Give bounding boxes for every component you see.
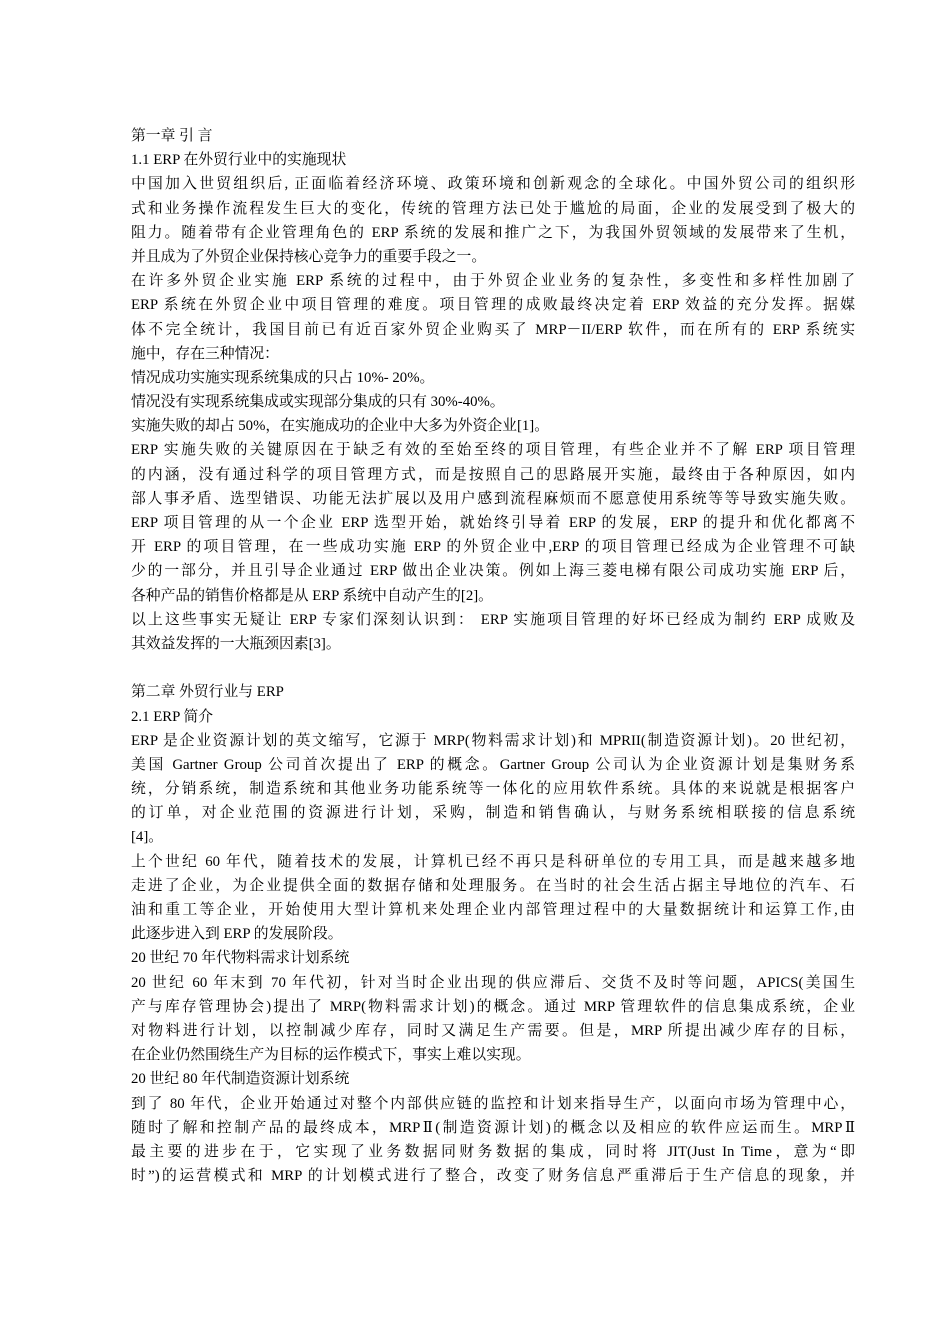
text-line: 其效益发挥的一大瓶颈因素[3]。 [131, 635, 341, 652]
text-line: 产与库存管理协会)提出了 MRP(物料需求计划)的概念。通过 MRP 管理软件的信息集成系统，企业 [131, 998, 855, 1015]
text-line: 在许多外贸企业实施 ERP 系统的过程中，由于外贸企业业务的复杂性，多变性和多样性加剧了 [131, 273, 855, 290]
text-line: 20 世纪 70 年代物料需求计划系统 [131, 950, 350, 967]
text-line: 美国 Gartner Group 公司首次提出了 ERP 的概念。Gartner Group 公司认为企业资源计划是集财务系 [131, 756, 855, 773]
text-line: 时”)的运营模式和 MRP 的计划模式进行了整合，改变了财务信息严重滞后于生产信息的现象，并 [131, 1168, 855, 1185]
text-line: 的内涵，没有通过科学的项目管理方式，而是按照自己的思路展开实施，最终由于各种原因，如内 [131, 466, 855, 483]
text-line: 中国加入世贸组织后, 正面临着经济环境、政策环境和创新观念的全球化。中国外贸公司的组织形 [131, 176, 855, 193]
text-line: 施中，存在三种情况： [131, 345, 279, 362]
text-line: 对物料进行计划，以控制减少库存，同时又满足生产需要。但是，MRP 所提出减少库存的目标， [131, 1022, 855, 1039]
text-line: 20 世纪 80 年代制造资源计划系统 [131, 1071, 350, 1088]
text-line: 并且成为了外贸企业保持核心竞争力的重要手段之一。 [131, 248, 487, 265]
text-line: 此逐步进入到 ERP 的发展阶段。 [131, 926, 343, 943]
text-line: ERP 项目管理的从一个企业 ERP 选型开始，就始终引导着 ERP 的发展，ERP 的提升和优化都离不 [131, 515, 855, 531]
text-line: 1.1 ERP 在外贸行业中的实施现状 [131, 152, 347, 169]
text-line: 阻力。随着带有企业管理角色的 ERP 系统的发展和推广之下，为我国外贸领域的发展带来了生机， [131, 224, 855, 241]
text-line: ERP 实施失败的关键原因在于缺乏有效的至始至终的项目管理，有些企业并不了解 ERP 项目管理 [131, 442, 855, 459]
text-line: 体不完全统计，我国目前已有近百家外贸企业购买了 MRP－II/ERP 软件，而在所有的 ERP 系统实 [131, 321, 855, 338]
text-line: 情况成功实施实现系统集成的只占 10%- 20%。 [131, 369, 435, 386]
text-line: 20 世纪 60 年末到 70 年代初，针对当时企业出现的供应滞后、交货不及时等问题，APICS(美国生 [131, 974, 855, 991]
text-line: 式和业务操作流程发生巨大的变化，传统的管理方法已处于尴尬的局面，企业的发展受到了极大的 [131, 200, 855, 217]
text-line: 上个世纪 60 年代，随着技术的发展，计算机已经不再只是科研单位的专用工具，而是越来越多地 [131, 853, 855, 870]
text-line: 走进了企业，为企业提供全面的数据存储和处理服务。在当时的社会生活占据主导地位的汽车、石 [131, 877, 855, 894]
blank-line [131, 656, 855, 680]
text-line: ERP 系统在外贸企业中项目管理的难度。项目管理的成败最终决定着 ERP 效益的充分发挥。据媒 [131, 297, 855, 314]
text-line: 部人事矛盾、选型错误、功能无法扩展以及用户感到流程麻烦而不愿意使用系统等等导致实施失败。 [131, 490, 855, 507]
text-line: 2.1 ERP 简介 [131, 708, 214, 725]
text-line: 第二章 外贸行业与 ERP [131, 684, 284, 701]
text-line: 少的一部分，并且引导企业通过 ERP 做出企业决策。例如上海三菱电梯有限公司成功实施 ERP 后， [131, 563, 855, 580]
text-line: 各种产品的销售价格都是从 ERP 系统中自动产生的[2]。 [131, 587, 493, 604]
text-line: 开 ERP 的项目管理，在一些成功实施 ERP 的外贸企业中,ERP 的项目管理已经成为企业管理不可缺 [131, 539, 855, 556]
text-line: 油和重工等企业，开始使用大型计算机来处理企业内部管理过程中的大量数据统计和运算工作,由 [131, 902, 855, 918]
text-line: 最主要的进步在于，它实现了业务数据同财务数据的集成，同时将 JIT(Just In Time，意为“即 [131, 1143, 855, 1160]
text-line: [4]。 [131, 829, 164, 846]
text-line: 实施失败的却占 50%，在实施成功的企业中大多为外资企业[1]。 [131, 418, 549, 435]
text-line: 的订单，对企业范围的资源进行计划，采购，制造和销售确认，与财务系统相联接的信息系统 [131, 805, 855, 822]
text-line: 到了 80 年代，企业开始通过对整个内部供应链的监控和计划来指导生产，以面向市场为管理中心， [131, 1095, 855, 1112]
document-page [131, 124, 855, 1188]
text-line: 以上这些事实无疑让 ERP 专家们深刻认识到： ERP 实施项目管理的好坏已经成为制约 ERP 成败及 [131, 611, 855, 628]
text-line: 情况没有实现系统集成或实现部分集成的只有 30%-40%。 [131, 394, 505, 411]
text-line: 第一章 引 言 [131, 128, 213, 144]
text-line: 随时了解和控制产品的最终成本，MRPⅡ(制造资源计划)的概念以及相应的软件应运而生。MRPⅡ [131, 1119, 855, 1136]
text-line: 统，分销系统，制造系统和其他业务功能系统等一体化的应用软件系统。具体的来说就是根据客户 [131, 781, 855, 798]
text-line: ERP 是企业资源计划的英文缩写，它源于 MRP(物料需求计划)和 MPRII(制造资源计划)。20 世纪初， [131, 732, 855, 749]
text-line: 在企业仍然围绕生产为目标的运作模式下，事实上难以实现。 [131, 1047, 531, 1064]
